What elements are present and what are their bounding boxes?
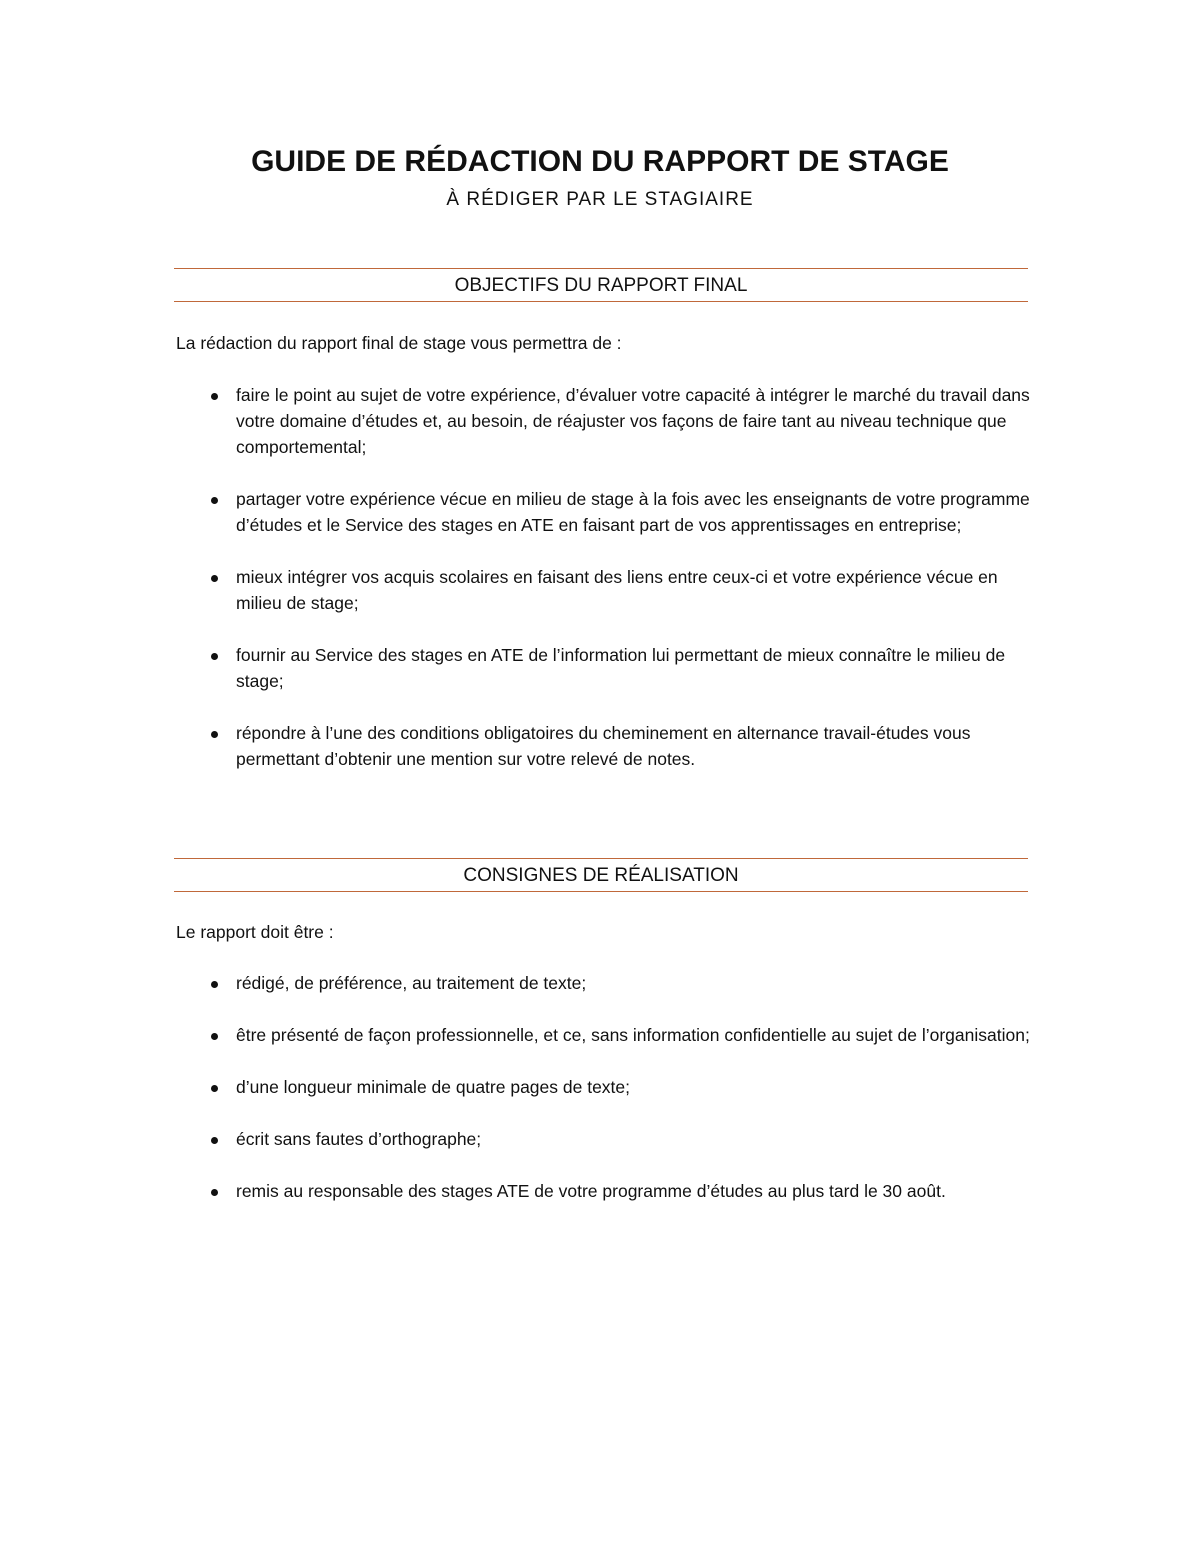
list-item	[176, 1126, 1036, 1152]
bullet-icon	[211, 731, 218, 738]
list-item-text: d’une longueur minimale de quatre pages de texte;	[236, 1077, 631, 1097]
list-item	[176, 970, 1036, 996]
list-item	[176, 720, 1036, 772]
list-item	[176, 642, 1036, 694]
list-item-text: rédigé, de préférence, au traitement de texte;	[236, 973, 587, 993]
list-item-text: répondre à l’une des conditions obligatoires du cheminement en alternance travail-études vous permettant d’obtenir une mention sur votre relevé de notes.	[236, 723, 971, 769]
section-intro-consignes: Le rapport doit être :	[176, 922, 334, 942]
bullet-icon	[211, 653, 218, 660]
section-heading-consignes: CONSIGNES DE RÉALISATION	[174, 858, 1028, 892]
objectifs-list	[176, 382, 1036, 798]
bullet-icon	[211, 393, 218, 400]
bullet-icon	[211, 1085, 218, 1092]
bullet-icon	[211, 981, 218, 988]
list-item-text: remis au responsable des stages ATE de votre programme d’études au plus tard le 30 août.	[236, 1181, 946, 1201]
bullet-icon	[211, 1137, 218, 1144]
list-item	[176, 1178, 1036, 1204]
bullet-icon	[211, 1033, 218, 1040]
section-heading-objectifs: OBJECTIFS DU RAPPORT FINAL	[174, 268, 1028, 302]
bullet-icon	[211, 497, 218, 504]
bullet-icon	[211, 575, 218, 582]
document-title: GUIDE DE RÉDACTION DU RAPPORT DE STAGE	[251, 145, 949, 178]
list-item-text: être présenté de façon professionnelle, et ce, sans information confidentielle au sujet de l’organisation;	[236, 1025, 1030, 1045]
list-item	[176, 382, 1036, 460]
bullet-icon	[211, 1189, 218, 1196]
section-intro-objectifs: La rédaction du rapport final de stage vous permettra de :	[176, 333, 622, 353]
document-subtitle: À RÉDIGER PAR LE STAGIAIRE	[446, 189, 754, 210]
list-item	[176, 1022, 1036, 1048]
list-item	[176, 486, 1036, 538]
list-item-text: fournir au Service des stages en ATE de l’information lui permettant de mieux connaître le milieu de stage;	[236, 645, 1006, 691]
list-item	[176, 1074, 1036, 1100]
consignes-list	[176, 970, 1036, 1230]
list-item-text: faire le point au sujet de votre expérience, d’évaluer votre capacité à intégrer le marché du travail dans votre domaine d’études et, au besoin, de réajuster vos façons de faire tant au niveau technique que comportemental;	[236, 385, 1030, 457]
list-item	[176, 564, 1036, 616]
list-item-text: mieux intégrer vos acquis scolaires en faisant des liens entre ceux-ci et votre expérience vécue en milieu de stage;	[236, 567, 998, 613]
list-item-text: écrit sans fautes d’orthographe;	[236, 1129, 482, 1149]
list-item-text: partager votre expérience vécue en milieu de stage à la fois avec les enseignants de votre programme d’études et le Service des stages en ATE en faisant part de vos apprentissages en entreprise;	[236, 489, 1030, 535]
